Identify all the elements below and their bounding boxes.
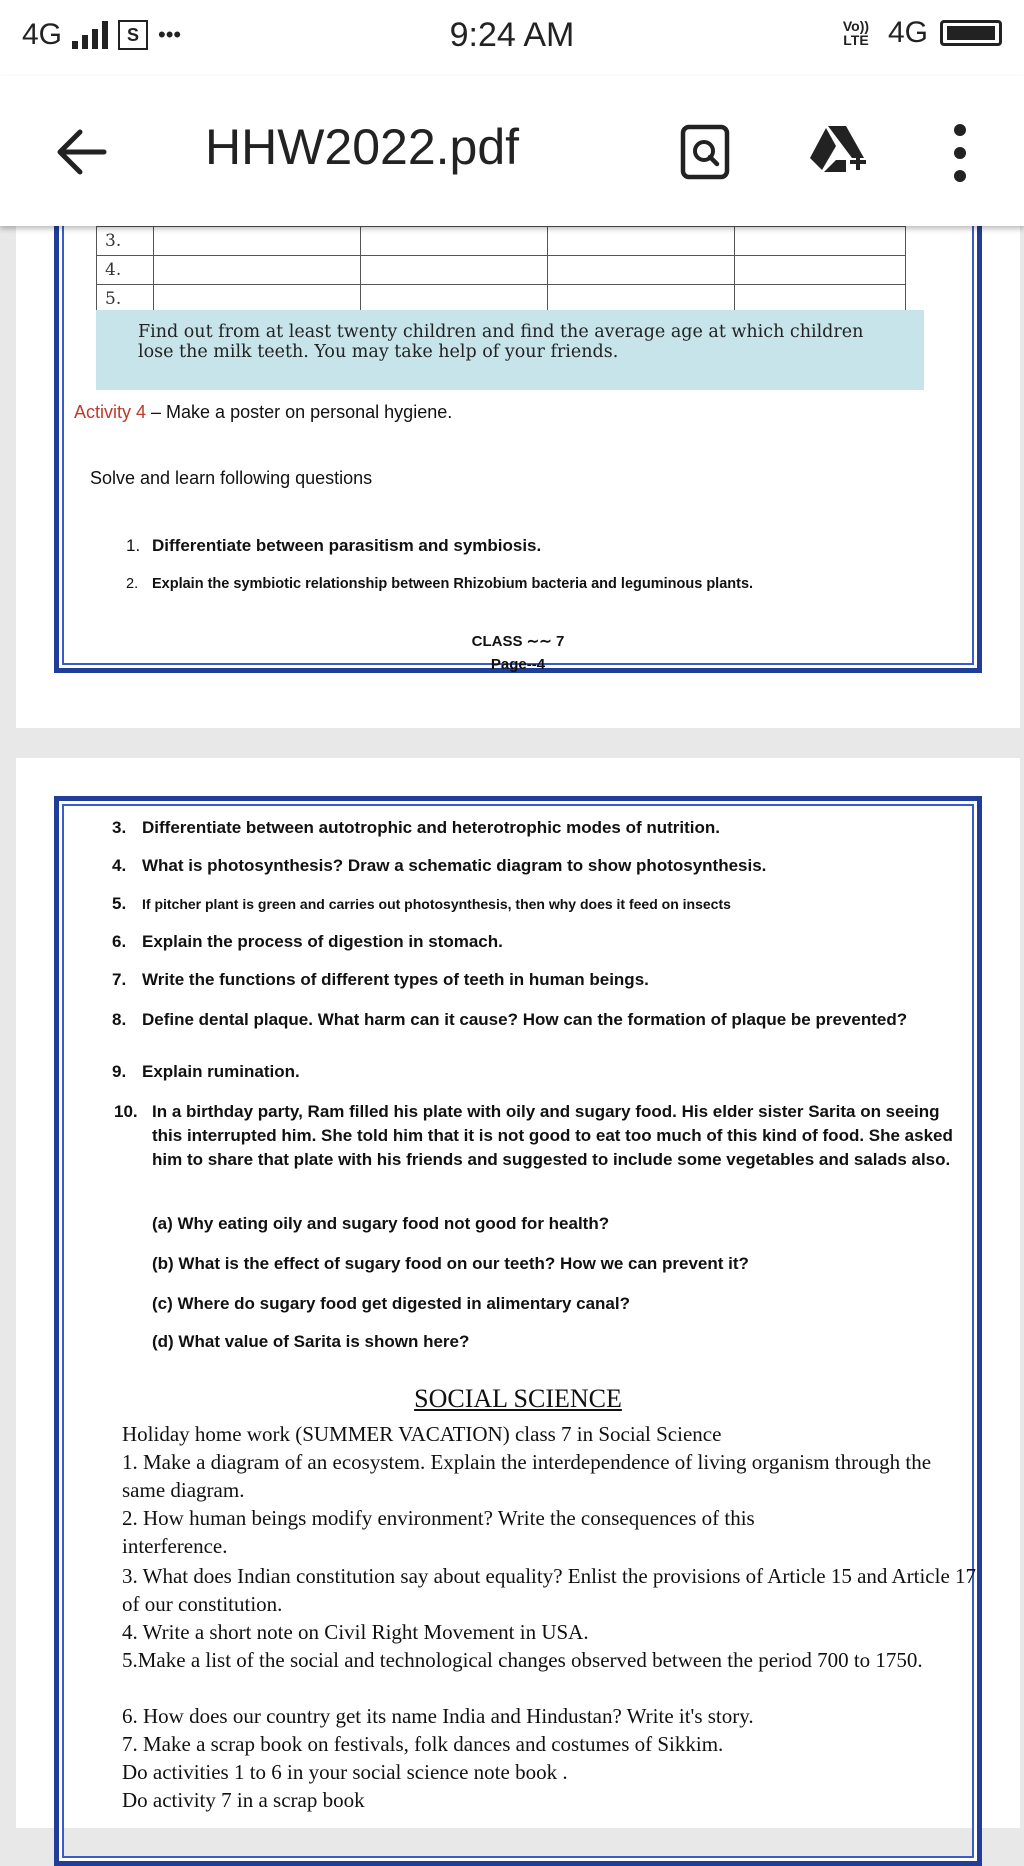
class-label: CLASS ∼∼ 7 xyxy=(471,633,565,650)
ss-line-3: 3. What does Indian constitution say about equality? Enlist the provisions of Article 15 and Article 17 of our constitution. xyxy=(122,1564,977,1616)
sub-question-b: (b) What is the effect of sugary food on our teeth? How we can prevent it? xyxy=(152,1254,749,1273)
question-10: 10. In a birthday party, Ram filled his plate with oily and sugary food. His elder sister Sarita on seeing this interrupted him. She told him that it is not good to eat too much of this kind of food. She asked him to share that plate with his friends and suggested to include some vegetables and salads also. xyxy=(114,1102,953,1169)
sub-question-a: (a) Why eating oily and sugary food not good for health? xyxy=(152,1214,610,1233)
data-table xyxy=(96,226,906,314)
activity-label: Activity 4 xyxy=(74,402,147,422)
question-4: 4. What is photosynthesis? Draw a schematic diagram to show photosynthesis. xyxy=(112,856,767,875)
ss-line-7: 7. Make a scrap book on festivals, folk dances and costumes of Sikkim. xyxy=(122,1732,724,1756)
clock: 9:24 AM xyxy=(449,16,575,54)
question-3: 3. Differentiate between autotrophic and heterotrophic modes of nutrition. xyxy=(112,818,721,837)
question-8: 8. Define dental plaque. What harm can it cause? How can the formation of plaque be prevented? xyxy=(112,1010,908,1029)
app-bar xyxy=(0,76,1024,226)
question-2: 2. Explain the symbiotic relationship between Rhizobium bacteria and leguminous plants. xyxy=(126,576,754,592)
battery-icon xyxy=(940,20,1002,46)
network-label: 4G xyxy=(22,18,63,51)
pdf-page-1[interactable] xyxy=(16,200,1020,728)
back-arrow-icon[interactable] xyxy=(52,122,112,182)
ss-line-0: Holiday home work (SUMMER VACATION) class 7 in Social Science xyxy=(122,1422,722,1446)
activity-text: – Make a poster on personal hygiene. xyxy=(146,402,453,422)
solve-heading: Solve and learn following questions xyxy=(90,468,373,488)
ss-line-1: 1. Make a diagram of an ecosystem. Explain the interdependence of living organism through the same diagram. xyxy=(122,1450,932,1502)
ss-line-2: 2. How human beings modify environment? Write the consequences of this interference. xyxy=(122,1506,755,1558)
network-label-2: 4G xyxy=(887,16,928,49)
document-title: HHW2022.pdf xyxy=(205,119,520,175)
sub-question-c: (c) Where do sugary food get digested in alimentary canal? xyxy=(152,1294,630,1313)
question-9: 9. Explain rumination. xyxy=(112,1062,300,1081)
teal-note-text: Find out from at least twenty children and find the average age at which children lose the milk teeth. You may take help of your friends. xyxy=(138,322,864,362)
notification-s-icon: S xyxy=(118,20,148,50)
more-notifications-icon: ••• xyxy=(158,22,182,47)
ss-line-6: 6. How does our country get its name India and Hindustan? Write it's story. xyxy=(122,1704,754,1728)
add-to-drive-icon[interactable] xyxy=(806,122,870,182)
question-1: 1. Differentiate between parasitism and symbiosis. xyxy=(126,536,542,555)
more-options-icon[interactable] xyxy=(940,120,980,186)
volte-icon: Vo)) LTE xyxy=(842,18,870,48)
question-6: 6. Explain the process of digestion in stomach. xyxy=(112,932,503,951)
ss-line-5: 5.Make a list of the social and technological changes observed between the period 700 to 1750. xyxy=(122,1648,923,1672)
table-row: 4. xyxy=(97,256,906,285)
social-science-heading: SOCIAL SCIENCE xyxy=(414,1384,622,1413)
table-row: 5. xyxy=(97,285,906,314)
status-bar xyxy=(0,0,1024,76)
ss-line-9: Do activity 7 in a scrap book xyxy=(122,1788,365,1812)
ss-line-4: 4. Write a short note on Civil Right Movement in USA. xyxy=(122,1620,589,1644)
ss-line-8: Do activities 1 to 6 in your social science note book . xyxy=(122,1760,568,1784)
table-row: 3. xyxy=(97,227,906,256)
question-7: 7. Write the functions of different types of teeth in human beings. xyxy=(112,970,649,989)
search-in-document-icon[interactable] xyxy=(680,124,730,180)
pdf-page-2[interactable] xyxy=(16,758,1020,1828)
page-number: Page--4 xyxy=(490,656,546,673)
question-5: 5. If pitcher plant is green and carries out photosynthesis, then why does it feed on insects xyxy=(112,894,731,913)
activity-4 xyxy=(74,402,452,423)
sub-question-d: (d) What value of Sarita is shown here? xyxy=(152,1332,470,1351)
teal-note-box xyxy=(96,310,924,390)
